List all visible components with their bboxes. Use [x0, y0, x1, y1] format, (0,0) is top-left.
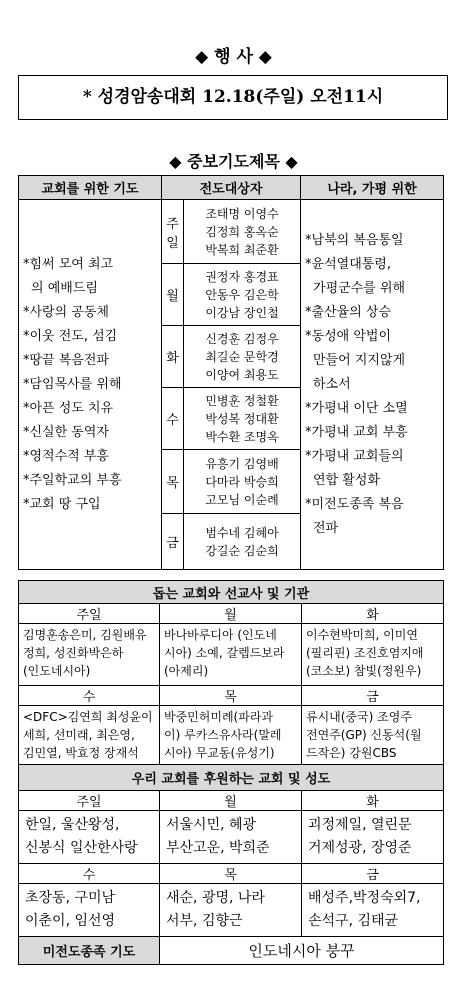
- day-label: 금: [162, 514, 184, 570]
- evangelism-names: 유흥기 김영배 다마라 박승희 고모님 이순례: [184, 450, 301, 514]
- day-label: 화: [302, 604, 444, 624]
- mission-cell: 박중민허미례(파라과 이) 루카스유사라(말레 시아) 무교동(유성기): [160, 706, 302, 768]
- list-item: *가평내 이단 소멸: [305, 400, 408, 416]
- event-line: * 성경암송대회 12.18(주일) 오전11시: [82, 87, 384, 107]
- list-item: *가평내 교회 부흥: [305, 424, 408, 440]
- day-label: 월: [160, 791, 302, 811]
- list-item: *남북의 복음통일: [305, 232, 404, 248]
- evangelism-names: 민병훈 정철환 박성복 정대환 박수환 조명옥: [184, 388, 301, 450]
- list-item: *윤석열대통령,: [305, 256, 391, 272]
- evangelism-names: 조태명 이영수 김정희 홍옥순 박복희 최준환: [184, 200, 301, 264]
- evangelism-names: 권정자 홍경표 안동우 김은학 이강남 장인철: [184, 264, 301, 326]
- day-label: 주일: [19, 604, 160, 624]
- supporter-cell: 괴정제일, 열린문 거제성광, 장영준: [302, 811, 444, 864]
- list-item: *땅끝 복음전파: [23, 352, 109, 368]
- list-item: 만들어 지지않게: [313, 352, 406, 368]
- mission-cell: <DFC>김연희 최성윤이 세희, 선미래, 최은영, 김민열, 박효정 장재석: [19, 706, 160, 768]
- supporters-title: 우리 교회를 후원하는 교회 및 성도: [19, 765, 444, 791]
- list-item: 하소서: [313, 376, 351, 392]
- day-label: 화: [162, 326, 184, 388]
- list-item: 전파: [313, 520, 339, 536]
- list-item: *이웃 전도, 섬김: [23, 328, 118, 344]
- list-item: *사랑의 공동체: [23, 304, 109, 320]
- list-item: *출산율의 상승: [305, 304, 391, 320]
- supporters-table: [18, 764, 444, 965]
- nation-prayer-list: [305, 229, 439, 541]
- list-item: 가평군수를 위해: [313, 280, 406, 296]
- mission-cell: 바나바루디아 (인도네 시아) 소예, 갈렙드보라 (아제리): [160, 624, 302, 686]
- day-label: 주일: [19, 791, 160, 811]
- list-item: 연합 활성화: [313, 472, 380, 488]
- day-label: 월: [160, 604, 302, 624]
- list-item: *신실한 동역자: [23, 424, 109, 440]
- list-item: *교회 땅 구입: [23, 496, 101, 512]
- list-item: *주일학교의 부흥: [23, 472, 122, 488]
- header-nation: 나라, 가평 위한: [301, 176, 444, 200]
- supporter-cell: 초장동, 구미남 이춘이, 임선영: [19, 884, 160, 937]
- mission-cell: 이수현박미희, 이미연 (필리핀) 조진호염지애 (코소보) 참빛(정원우): [302, 624, 444, 686]
- day-label: 금: [302, 864, 444, 884]
- event-title: ◆ 행 사 ◆: [195, 47, 272, 67]
- church-prayer-cell: [19, 200, 162, 570]
- evangelism-names: 신경훈 김정우 최길순 문학경 이양여 최용도: [184, 326, 301, 388]
- list-item: 의 예배드림: [31, 280, 98, 296]
- day-label: 수: [19, 864, 160, 884]
- header-church: 교회를 위한 기도: [19, 176, 162, 200]
- nation-prayer-cell: [301, 200, 444, 570]
- supporter-cell: 한일, 울산왕성, 신봉식 일산한사랑: [19, 811, 160, 864]
- day-label: 주 일: [162, 200, 184, 264]
- list-item: *힘써 모여 최고: [23, 256, 114, 272]
- day-label: 월: [162, 264, 184, 326]
- day-label: 목: [162, 450, 184, 514]
- day-label: 목: [160, 686, 302, 706]
- day-label: 금: [302, 686, 444, 706]
- list-item: *동성애 악법이: [305, 328, 391, 344]
- supporter-cell: 서울시민, 혜광 부산고운, 박희준: [160, 811, 302, 864]
- prayer-table: [18, 175, 444, 570]
- supporter-cell: 새순, 광명, 나라 서부, 김향근: [160, 884, 302, 937]
- list-item: *가평내 교회들의: [305, 448, 404, 464]
- missions-title: 돕는 교회와 선교사 및 기관: [19, 581, 444, 604]
- mission-cell: 김명훈송은미, 김원배유 정희, 성진화박은하 (인도네시아): [19, 624, 160, 686]
- missions-table: [18, 580, 444, 768]
- header-evangelism: 전도대상자: [162, 176, 301, 200]
- day-label: 화: [302, 791, 444, 811]
- list-item: *담임목사를 위해: [23, 376, 122, 392]
- day-label: 수: [19, 686, 160, 706]
- prayer-title: ◆ 중보기도제목 ◆: [169, 152, 298, 171]
- supporter-cell: 배성주,박정숙외7, 손석구, 김태균: [302, 884, 444, 937]
- evangelism-names: 범수네 김혜아 강길순 김순희: [184, 514, 301, 570]
- mission-cell: 류시내(중국) 조영주 전연주(GP) 신동석(월 드작은) 강원CBS: [302, 706, 444, 768]
- list-item: *영적수적 부흥: [23, 448, 109, 464]
- list-item: *아픈 성도 치유: [23, 400, 114, 416]
- day-label: 목: [160, 864, 302, 884]
- unreached-value: 인도네시아 붕꾸: [160, 937, 444, 965]
- event-box: [18, 75, 448, 120]
- unreached-label: 미전도종족 기도: [19, 937, 160, 965]
- day-label: 수: [162, 388, 184, 450]
- list-item: *미전도종족 복음: [305, 496, 404, 512]
- church-prayer-list: [23, 253, 157, 517]
